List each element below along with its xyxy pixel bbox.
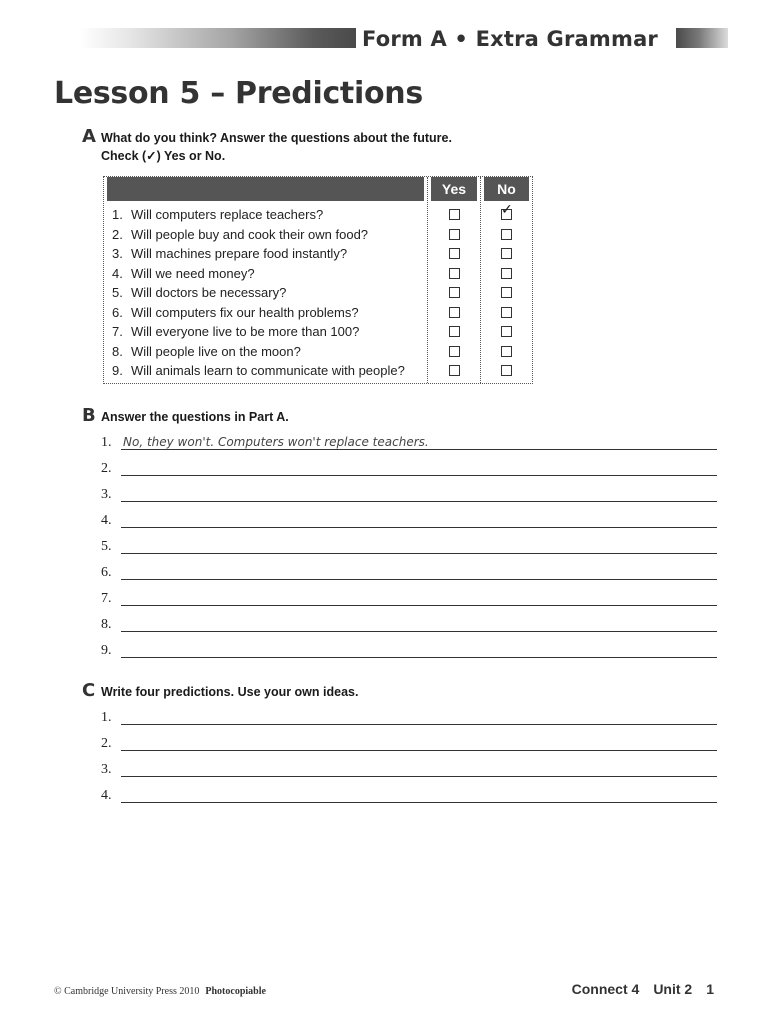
question-text: Will everyone live to be more than 100? (131, 324, 360, 339)
answer-row[interactable] (101, 639, 717, 661)
question-row (112, 205, 432, 225)
answer-row[interactable] (101, 561, 717, 583)
checkbox-no[interactable] (501, 202, 513, 220)
answer-line[interactable] (121, 631, 717, 632)
question-row (112, 322, 432, 342)
footer-unit: Unit 2 (653, 981, 693, 997)
question-number: 7. (112, 324, 123, 339)
answer-line[interactable] (121, 724, 717, 725)
question-row (112, 225, 432, 245)
question-text: Will animals learn to communicate with people? (131, 363, 405, 378)
answer-number: 2. (101, 736, 112, 751)
question-row (112, 342, 432, 362)
answer-line[interactable] (121, 449, 717, 450)
check-mark-icon: ✓ (501, 202, 513, 218)
footer-page-info (572, 981, 714, 997)
answer-number: 6. (101, 565, 112, 580)
question-text: Will doctors be necessary? (131, 285, 287, 300)
answer-text: No, they won't. Computers won't replace teachers. (123, 435, 429, 449)
checkbox-yes[interactable] (449, 365, 460, 376)
checkbox-no[interactable] (501, 326, 512, 337)
footer-book: Connect 4 (571, 981, 640, 997)
question-number: 5. (112, 285, 123, 300)
answer-line[interactable] (121, 579, 717, 580)
question-row (112, 244, 432, 264)
table-divider-no (480, 177, 481, 383)
checkbox-no[interactable] (501, 229, 512, 240)
answer-line[interactable] (121, 802, 717, 803)
question-text: Will people buy and cook their own food? (131, 226, 369, 242)
answer-row[interactable] (101, 431, 717, 453)
section-b-letter: B (82, 405, 96, 426)
checkbox-no[interactable] (501, 287, 512, 298)
table-header-bar (107, 177, 424, 201)
question-row (112, 283, 432, 303)
column-header-yes: Yes (431, 177, 477, 201)
header-gradient-tail (676, 28, 728, 48)
checkbox-no[interactable] (501, 365, 512, 376)
answer-number: 7. (101, 591, 112, 606)
checkbox-yes[interactable] (449, 287, 460, 298)
answer-row[interactable] (101, 732, 717, 754)
answer-number: 4. (101, 513, 112, 528)
question-text: Will machines prepare food instantly? (131, 246, 348, 261)
answer-line[interactable] (121, 475, 717, 476)
checkbox-no[interactable] (501, 268, 512, 279)
footer-page-number: 1 (706, 981, 714, 997)
answer-line[interactable] (121, 605, 717, 606)
answer-row[interactable] (101, 509, 717, 531)
answer-row[interactable] (101, 483, 717, 505)
answer-line[interactable] (121, 750, 717, 751)
section-c-instruction: Write four predictions. Use your own ideas. (101, 685, 359, 699)
answer-row[interactable] (101, 457, 717, 479)
answer-row[interactable] (101, 784, 717, 806)
checkbox-yes[interactable] (449, 209, 460, 220)
section-c-letter: C (82, 680, 96, 701)
question-text: Will people live on the moon? (131, 343, 301, 359)
answer-number: 1. (101, 710, 112, 725)
answer-row[interactable] (101, 706, 717, 728)
checkbox-yes[interactable] (449, 229, 460, 240)
checkbox-yes[interactable] (449, 326, 460, 337)
lesson-title: Lesson 5 – Predictions (54, 76, 423, 111)
answer-number: 5. (101, 539, 112, 554)
answer-number: 2. (101, 461, 112, 476)
answer-line[interactable] (121, 527, 717, 528)
checkbox-no[interactable] (501, 307, 512, 318)
checkbox-yes[interactable] (449, 307, 460, 318)
question-number: 4. (112, 265, 123, 281)
answer-row[interactable] (101, 758, 717, 780)
answer-row[interactable] (101, 535, 717, 557)
checkbox-no[interactable] (501, 346, 512, 357)
answer-number: 4. (101, 788, 112, 803)
copyright-text: © Cambridge University Press 2010 (54, 986, 200, 997)
answer-number: 3. (101, 762, 112, 777)
question-text: Will computers replace teachers? (131, 207, 324, 222)
question-row (112, 361, 432, 381)
checkbox-yes[interactable] (449, 248, 460, 259)
question-text: Will we need money? (131, 265, 255, 281)
question-number: 2. (112, 226, 123, 242)
section-a-instruction-line1: What do you think? Answer the questions about the future. (101, 131, 452, 145)
checkbox-no[interactable] (501, 248, 512, 259)
section-a-letter: A (82, 126, 96, 147)
answer-line[interactable] (121, 776, 717, 777)
answer-number: 1. (101, 435, 112, 450)
section-b-instruction: Answer the questions in Part A. (101, 410, 289, 424)
column-header-no: No (484, 177, 529, 201)
answer-line[interactable] (121, 553, 717, 554)
footer-copyright (54, 986, 266, 997)
question-number: 3. (112, 246, 123, 261)
question-number: 6. (112, 304, 123, 320)
answer-number: 8. (101, 617, 112, 632)
question-number: 9. (112, 363, 123, 378)
answer-row[interactable] (101, 587, 717, 609)
section-a-instruction-line2: Check (✓) Yes or No. (101, 149, 226, 163)
checkbox-yes[interactable] (449, 268, 460, 279)
answer-row[interactable] (101, 613, 717, 635)
question-row (112, 264, 432, 284)
question-text: Will computers fix our health problems? (131, 304, 359, 320)
answer-line[interactable] (121, 657, 717, 658)
checkbox-yes[interactable] (449, 346, 460, 357)
answer-number: 9. (101, 643, 112, 658)
photocopiable-label: Photocopiable (205, 986, 266, 997)
header-title: Form A • Extra Grammar (362, 27, 658, 51)
question-number: 8. (112, 343, 123, 359)
answer-line[interactable] (121, 501, 717, 502)
question-number: 1. (112, 207, 123, 222)
answer-number: 3. (101, 487, 112, 502)
header-gradient-bar (80, 28, 356, 48)
question-row (112, 303, 432, 323)
